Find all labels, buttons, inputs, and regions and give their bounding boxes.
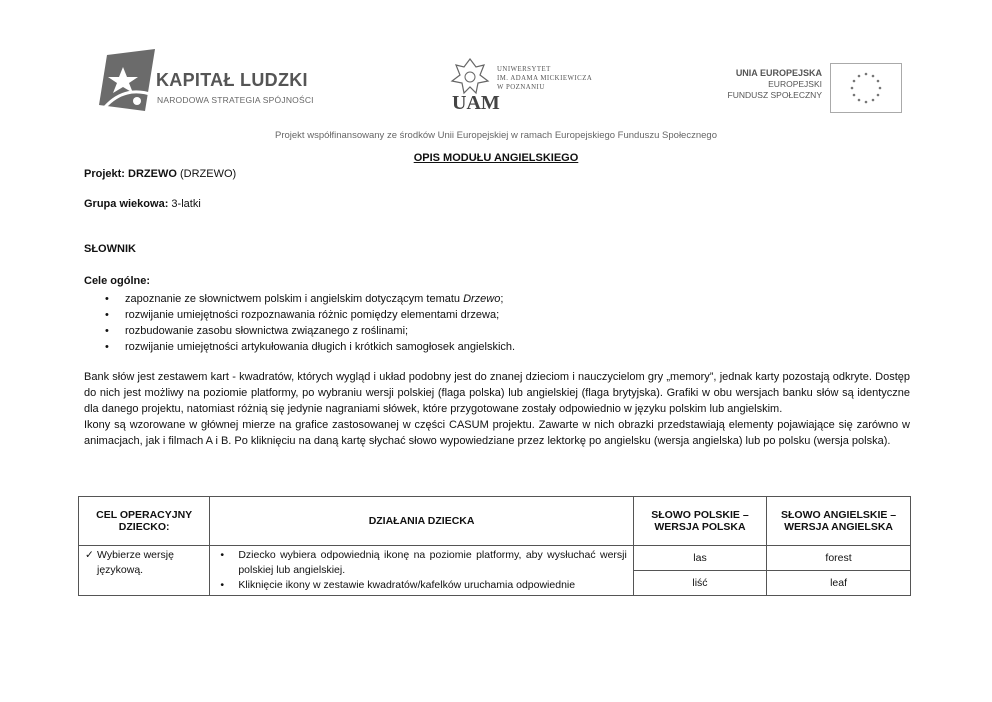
list-item: • Kliknięcie ikony w zestawie kwadratów/kafelków uruchamia odpowiednie <box>216 578 627 593</box>
eu-flag-icon <box>830 63 902 113</box>
goal-text: zapoznanie ze słownictwem polskim i angielskim dotyczącym tematu <box>125 293 464 305</box>
section-heading: SŁOWNIK <box>84 243 136 255</box>
cofinancing-note: Projekt współfinansowany ze środków Unii Europejskiej w ramach Europejskiego Funduszu Społecznego <box>275 130 717 141</box>
goals-list <box>105 291 515 355</box>
paragraph: Bank słów jest zestawem kart - kwadratów, których wygląd i układ podobny jest do znanej dzieciom i nauczycielom gry „memory”, jednak karty pozostają odkryte. Dostęp do nich jest możliwy na poziomie platformy, po wybraniu wersji polskiej (flaga polska) lub angielskiej (flaga brytyjska). Grafiki w obu wersjach banku słów są identyczne dla danego projektu, natomiast różnią się jedynie nagraniami słówek, które przygotowane zostały odpowiednio w języku polskim lub angielskim. <box>84 371 910 415</box>
kapital-ludzki-subtitle: NARODOWA STRATEGIA SPÓJNOŚCI <box>157 95 314 105</box>
age-group-line <box>84 198 201 210</box>
goal-text: rozbudowanie zasobu słownictwa związanego z roślinami; <box>125 325 409 337</box>
page-header <box>0 0 992 150</box>
eu-text <box>700 68 822 101</box>
uam-line: IM. ADAMA MICKIEWICZA <box>497 75 593 82</box>
goals-heading: Cele ogólne: <box>84 275 151 287</box>
operational-goal-cell <box>79 546 210 596</box>
goal-text: ; <box>500 293 504 305</box>
kapital-ludzki-logo <box>95 45 165 117</box>
uam-name <box>497 65 592 92</box>
english-word: forest <box>767 546 911 571</box>
eu-line: FUNDUSZ SPOŁECZNY <box>727 90 822 100</box>
list-item <box>105 323 515 339</box>
goal-text: rozwijanie umiejętności artykułowania długich i krótkich samogłosek angielskich. <box>125 341 516 353</box>
polish-word: liść <box>633 571 766 596</box>
eu-line: UNIA EUROPEJSKA <box>735 68 822 78</box>
column-header: DZIAŁANIA DZIECKA <box>210 497 634 546</box>
column-header: SŁOWO ANGIELSKIE – WERSJA ANGIELSKA <box>767 497 911 546</box>
list-item <box>105 291 515 307</box>
list-item: • Dziecko wybiera odpowiednią ikonę na poziomie platformy, aby wysłuchać wersji polskiej lub angielskiej. <box>216 548 627 578</box>
english-word: leaf <box>767 571 911 596</box>
paragraph: Ikony są wzorowane w głównej mierze na grafice zastosowanej w części CASUM projektu. Zawarte w nich obrazki przedstawiają elementy pojawiające się zarówno w animacjach, jak i filmach A i B. Po kliknięciu na daną kartę słychać słowo wypowiedziane przez lektorkę po angielsku (wersja angielska) lub po polsku (wersja polska). <box>84 419 910 447</box>
table-row <box>79 546 911 571</box>
list-item <box>105 339 515 355</box>
age-group-value: 3-latki <box>168 198 201 210</box>
actions-list <box>216 548 627 593</box>
module-table <box>78 496 911 596</box>
list-item <box>105 307 515 323</box>
goal-text: rozwijanie umiejętności rozpoznawania różnic pomiędzy elementami drzewa; <box>125 309 500 321</box>
kapital-ludzki-title: KAPITAŁ LUDZKI <box>156 70 308 90</box>
uam-crest-icon <box>450 57 490 97</box>
polish-word: las <box>633 546 766 571</box>
goal-emphasis: Drzewo <box>463 293 501 305</box>
operational-goal: Wybierze wersję językową. <box>97 549 174 576</box>
actions-cell <box>210 546 634 596</box>
column-header: CEL OPERACYJNY DZIECKO: <box>79 497 210 546</box>
checkmark-icon: ✓ <box>85 549 94 561</box>
description <box>84 369 910 449</box>
uam-logo-mark: UAM <box>452 92 500 114</box>
column-header: SŁOWO POLSKIE – WERSJA POLSKA <box>633 497 766 546</box>
uam-line: UNIWERSYTET <box>497 66 551 73</box>
project-line <box>84 168 236 180</box>
project-label: Projekt: DRZEWO <box>84 168 177 180</box>
table-header-row <box>79 497 911 546</box>
eu-line: EUROPEJSKI <box>768 79 822 89</box>
document-title: OPIS MODUŁU ANGIELSKIEGO <box>413 152 579 164</box>
uam-line: W POZNANIU <box>497 84 545 91</box>
age-group-label: Grupa wiekowa: <box>84 198 169 210</box>
project-value: (DRZEWO) <box>176 168 237 180</box>
